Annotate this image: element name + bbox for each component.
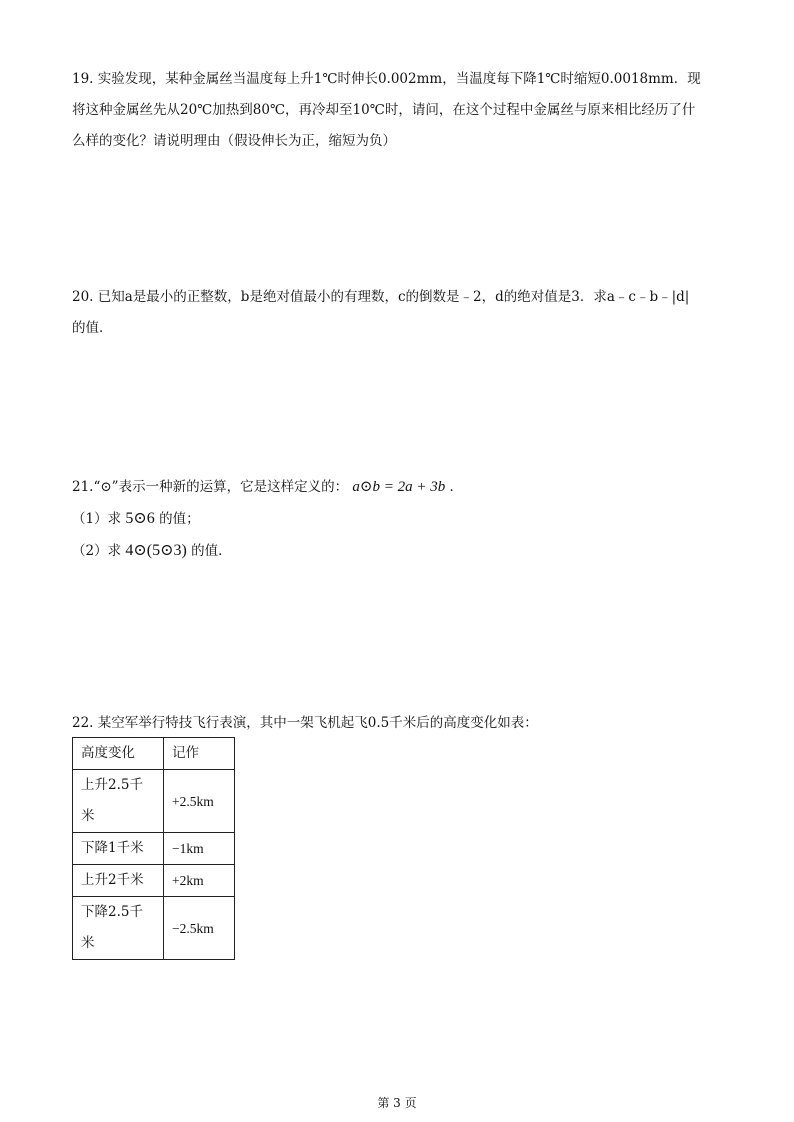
table-cell: +2km bbox=[164, 865, 235, 897]
question-21-intro-end: ． bbox=[449, 479, 463, 495]
operation-definition: a⊙b = 2a + 3b bbox=[352, 479, 446, 495]
table-cell: −2.5km bbox=[164, 897, 235, 960]
table-cell: 上升2千米 bbox=[73, 865, 164, 897]
question-20-line-2: 的值． bbox=[72, 320, 113, 336]
table-row bbox=[73, 770, 235, 833]
table-row bbox=[73, 865, 235, 897]
table-cell: 下降2.5千米 bbox=[73, 897, 164, 960]
table-cell: 下降1千米 bbox=[73, 833, 164, 865]
page-number: 第 3 页 bbox=[377, 1096, 417, 1110]
part-2-suffix: 的值． bbox=[191, 543, 232, 559]
question-21-intro-text: 21.“⊙”表示一种新的运算，它是这样定义的： bbox=[72, 479, 349, 495]
question-22 bbox=[72, 708, 732, 739]
question-21-part-2 bbox=[72, 535, 732, 567]
table-cell: +2.5km bbox=[164, 770, 235, 833]
part-1-prefix: （1）求 bbox=[72, 511, 122, 527]
question-19-line-1: 19. 实验发现，某种金属丝当温度每上升1℃时伸长0.002mm，当温度每下降1℃时缩短0.0018mm．现 bbox=[72, 71, 701, 87]
table-row bbox=[73, 897, 235, 960]
question-19-line-2: 将这种金属丝先从20℃加热到80℃，再冷却至10℃时，请问，在这个过程中金属丝与原来相比经历了什 bbox=[72, 102, 696, 118]
part-1-suffix: 的值； bbox=[159, 511, 200, 527]
table-cell: 上升2.5千米 bbox=[73, 770, 164, 833]
question-22-text: 22. 某空军举行特技飞行表演，其中一架飞机起飞0.5千米后的高度变化如表： bbox=[72, 715, 538, 731]
question-21 bbox=[72, 472, 732, 567]
question-19-line-3: 么样的变化？请说明理由（假设伸长为正，缩短为负） bbox=[72, 133, 396, 149]
altitude-change-table bbox=[72, 737, 235, 960]
table-row bbox=[73, 833, 235, 865]
part-1-expression: 5⊙6 bbox=[125, 510, 155, 527]
question-21-part-1 bbox=[72, 503, 732, 535]
question-19 bbox=[72, 64, 732, 157]
question-20 bbox=[72, 282, 732, 344]
table-header-cell: 记作 bbox=[164, 738, 235, 770]
part-2-expression: 4⊙(5⊙3) bbox=[125, 542, 187, 559]
table-header-cell: 高度变化 bbox=[73, 738, 164, 770]
question-21-intro bbox=[72, 472, 732, 503]
table-header-row bbox=[73, 738, 235, 770]
question-20-line-1: 20. 已知a是最小的正整数，b是绝对值最小的有理数，c的倒数是﹣2，d的绝对值是3．求a﹣c﹣b﹣|d| bbox=[72, 289, 690, 305]
part-2-prefix: （2）求 bbox=[72, 543, 122, 559]
table-cell: −1km bbox=[164, 833, 235, 865]
